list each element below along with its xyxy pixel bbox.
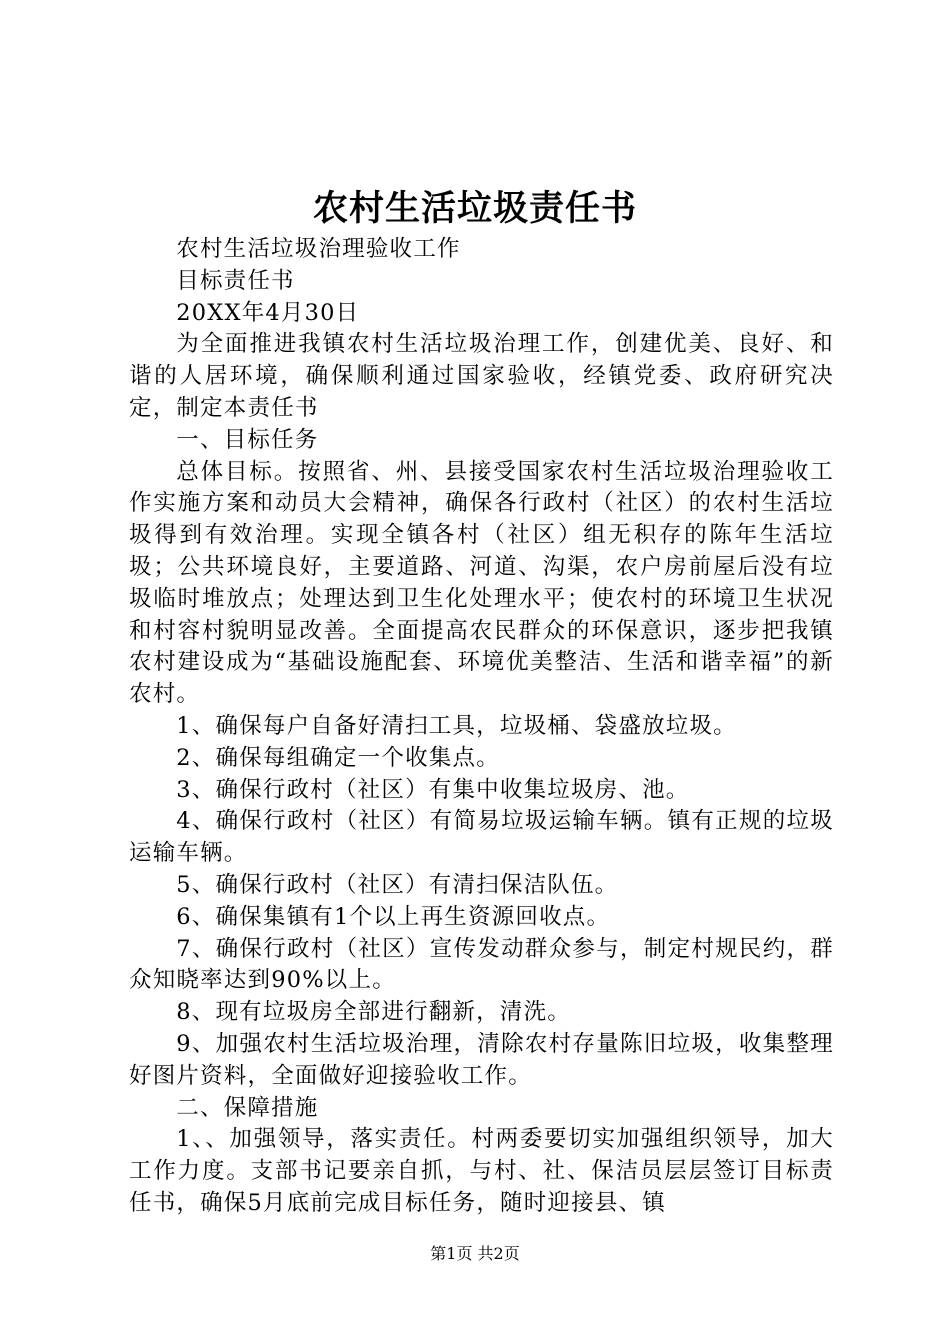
section-heading: 二、保障措施 bbox=[176, 1094, 319, 1121]
list-item: 1、确保每户自备好清扫工具，垃圾桶、袋盛放垃圾。 bbox=[176, 712, 737, 739]
section-heading: 一、目标任务 bbox=[176, 426, 319, 453]
paragraph: 目标责任书 bbox=[176, 267, 295, 294]
document-title: 农村生活垃圾责任书 bbox=[312, 188, 637, 229]
list-item: 9、加强农村生活垃圾治理，清除农村存量陈旧垃圾，收集整理好图片资料，全面做好迎接验收工作。 bbox=[129, 1030, 834, 1089]
paragraph: 为全面推进我镇农村生活垃圾治理工作，创建优美、良好、和谐的人居环境，确保顺利通过国家验收，经镇党委、政府研究决定，制定本责任书 bbox=[129, 331, 834, 421]
list-item: 5、确保行政村（社区）有清扫保洁队伍。 bbox=[176, 871, 619, 898]
paragraph: 20XX年4月30日 bbox=[176, 299, 360, 326]
document-body bbox=[129, 234, 834, 1220]
list-item: 4、确保行政村（社区）有简易垃圾运输车辆。镇有正规的垃圾运输车辆。 bbox=[129, 808, 834, 867]
list-item: 8、现有垃圾房全部进行翻新，清洗。 bbox=[176, 999, 571, 1026]
paragraph: 总体目标。按照省、州、县接受国家农村生活垃圾治理验收工作实施方案和动员大会精神，确保各行政村（社区）的农村生活垃圾得到有效治理。实现全镇各村（社区）组无积存的陈年生活垃圾；公共环境良好，主要道路、河道、沟渠，农户房前屋后没有垃圾临时堆放点；处理达到卫生化处理水平；使农村的环境卫生状况和村容村貌明显改善。全面提高农民群众的环保意识，逐步把我镇农村建设成为“基础设施配套、环境优美整洁、生活和谐幸福”的新农村。 bbox=[129, 458, 834, 708]
paragraph: 农村生活垃圾治理验收工作 bbox=[176, 236, 461, 262]
list-item: 7、确保行政村（社区）宣传发动群众参与，制定村规民约，群众知晓率达到90%以上。 bbox=[129, 935, 834, 994]
list-item: 2、确保每组确定一个收集点。 bbox=[176, 744, 500, 771]
list-item: 6、确保集镇有1个以上再生资源回收点。 bbox=[176, 903, 611, 930]
page-footer: 第1页 共2页 bbox=[430, 1244, 520, 1263]
paragraph: 1、、加强领导，落实责任。村两委要切实加强组织领导，加大工作力度。支部书记要亲自抓，与村、社、保洁员层层签订目标责任书，确保5月底前完成目标任务，随时迎接县、镇 bbox=[129, 1126, 834, 1216]
list-item: 3、确保行政村（社区）有集中收集垃圾房、池。 bbox=[176, 776, 690, 803]
